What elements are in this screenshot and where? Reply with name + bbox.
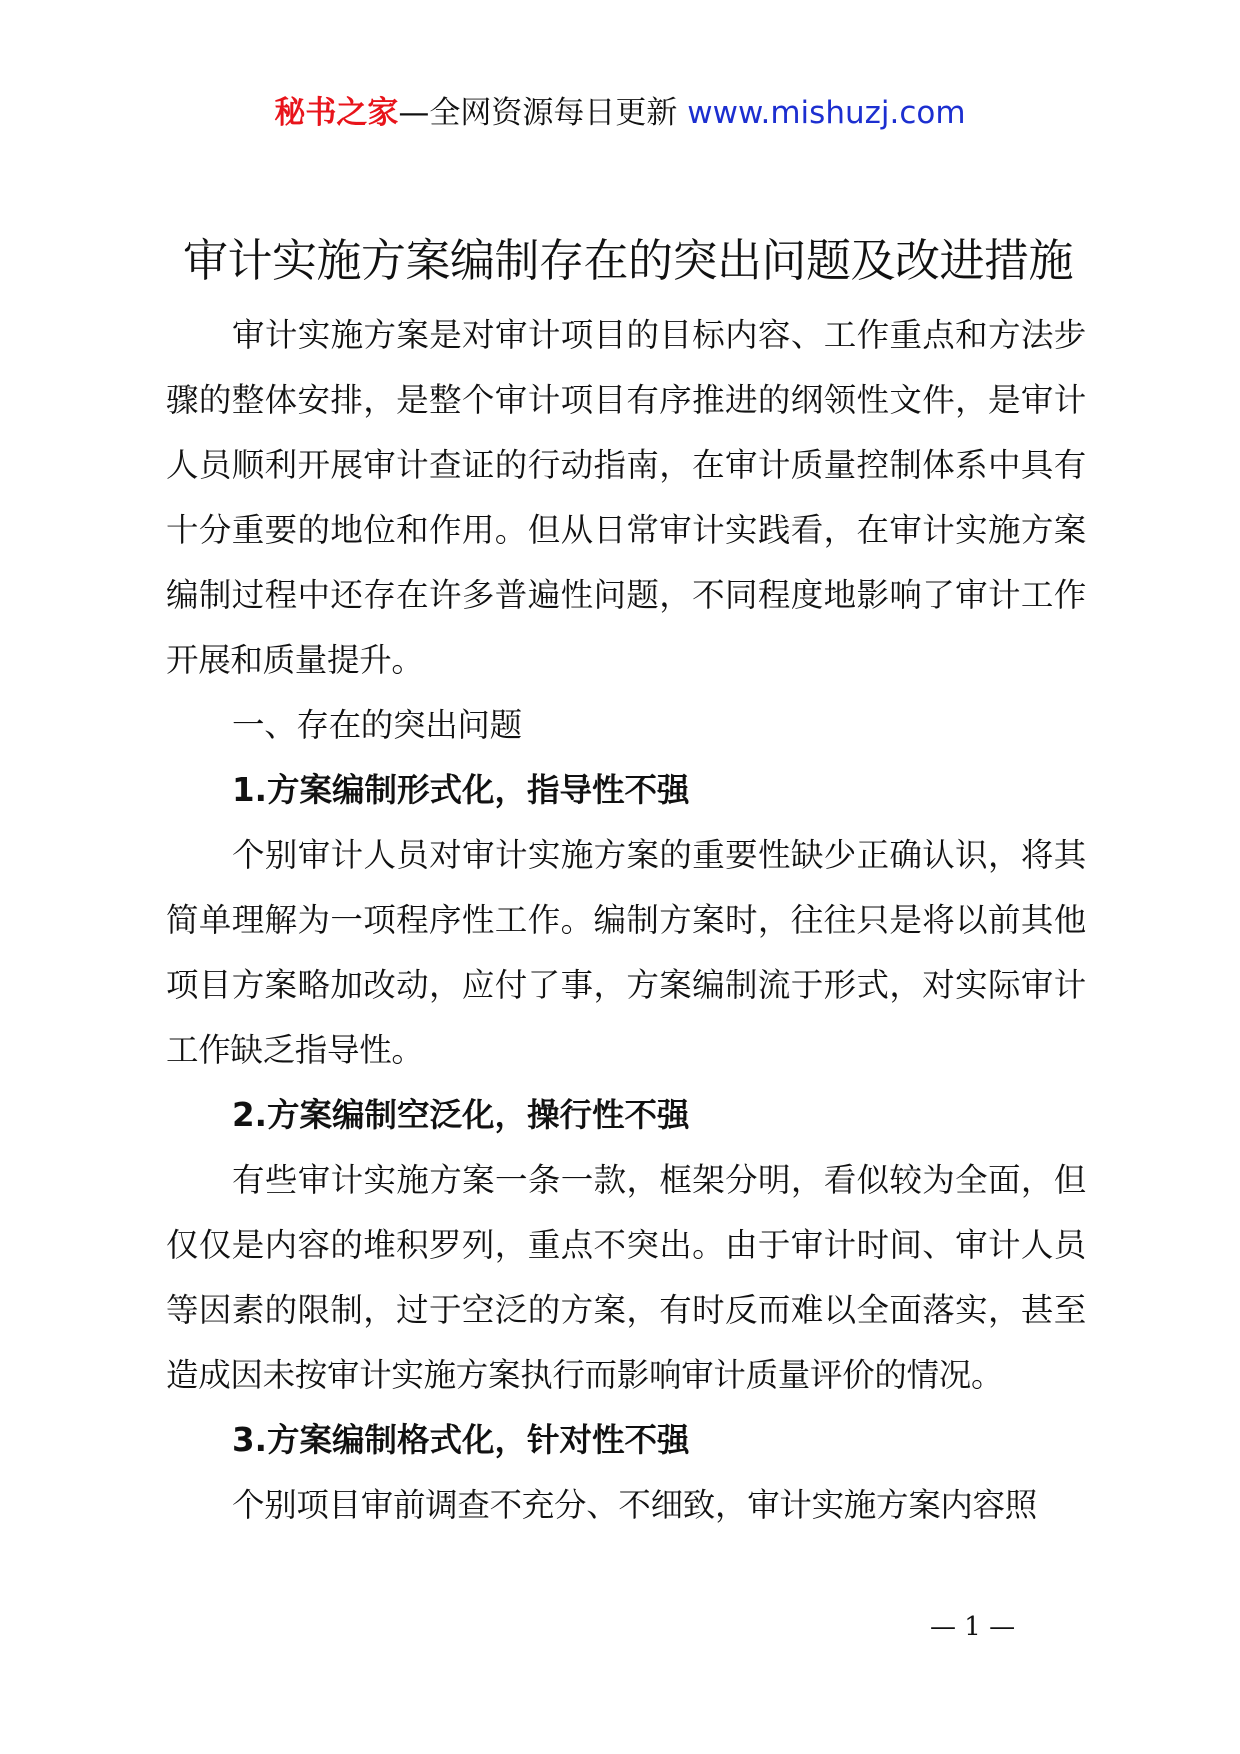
body-paragraph: 个别审计人员对审计实施方案的重要性缺少正确认识，将其简单理解为一项程序性工作。编制方案时，往往只是将以前其他项目方案略加改动，应付了事，方案编制流于形式，对实际审计工作缺乏指导性。	[166, 836, 1086, 1069]
subsection-heading: 2.方案编制空泛化，操行性不强	[232, 1096, 690, 1134]
intro-paragraph: 审计实施方案是对审计项目的目标内容、工作重点和方法步骤的整体安排，是整个审计项目有序推进的纲领性文件，是审计人员顺利开展审计查证的行动指南，在审计质量控制体系中具有十分重要的地位和作用。但从日常审计实践看，在审计实施方案编制过程中还存在许多普遍性问题，不同程度地影响了审计工作开展和质量提升。	[166, 316, 1086, 679]
site-header	[0, 95, 1240, 131]
page-number: — 1 —	[930, 1612, 1016, 1642]
body-paragraph: 有些审计实施方案一条一款，框架分明，看似较为全面，但仅仅是内容的堆积罗列，重点不突出。由于审计时间、审计人员等因素的限制，过于空泛的方案，有时反而难以全面落实，甚至造成因未按审计实施方案执行而影响审计质量评价的情况。	[166, 1161, 1086, 1394]
document-title: 审计实施方案编制存在的突出问题及改进措施	[182, 234, 1073, 287]
site-slogan: —全网资源每日更新	[398, 95, 688, 131]
document-body	[166, 303, 1086, 1538]
body-paragraph: 个别项目审前调查不充分、不细致，审计实施方案内容照	[232, 1486, 1038, 1524]
site-url-link[interactable]: www.mishuzj.com	[687, 95, 966, 131]
section-heading: 一、存在的突出问题	[232, 706, 522, 744]
subsection-heading: 3.方案编制格式化，针对性不强	[232, 1421, 690, 1459]
site-brand: 秘书之家	[274, 95, 399, 131]
subsection-heading: 1.方案编制形式化，指导性不强	[232, 771, 690, 809]
